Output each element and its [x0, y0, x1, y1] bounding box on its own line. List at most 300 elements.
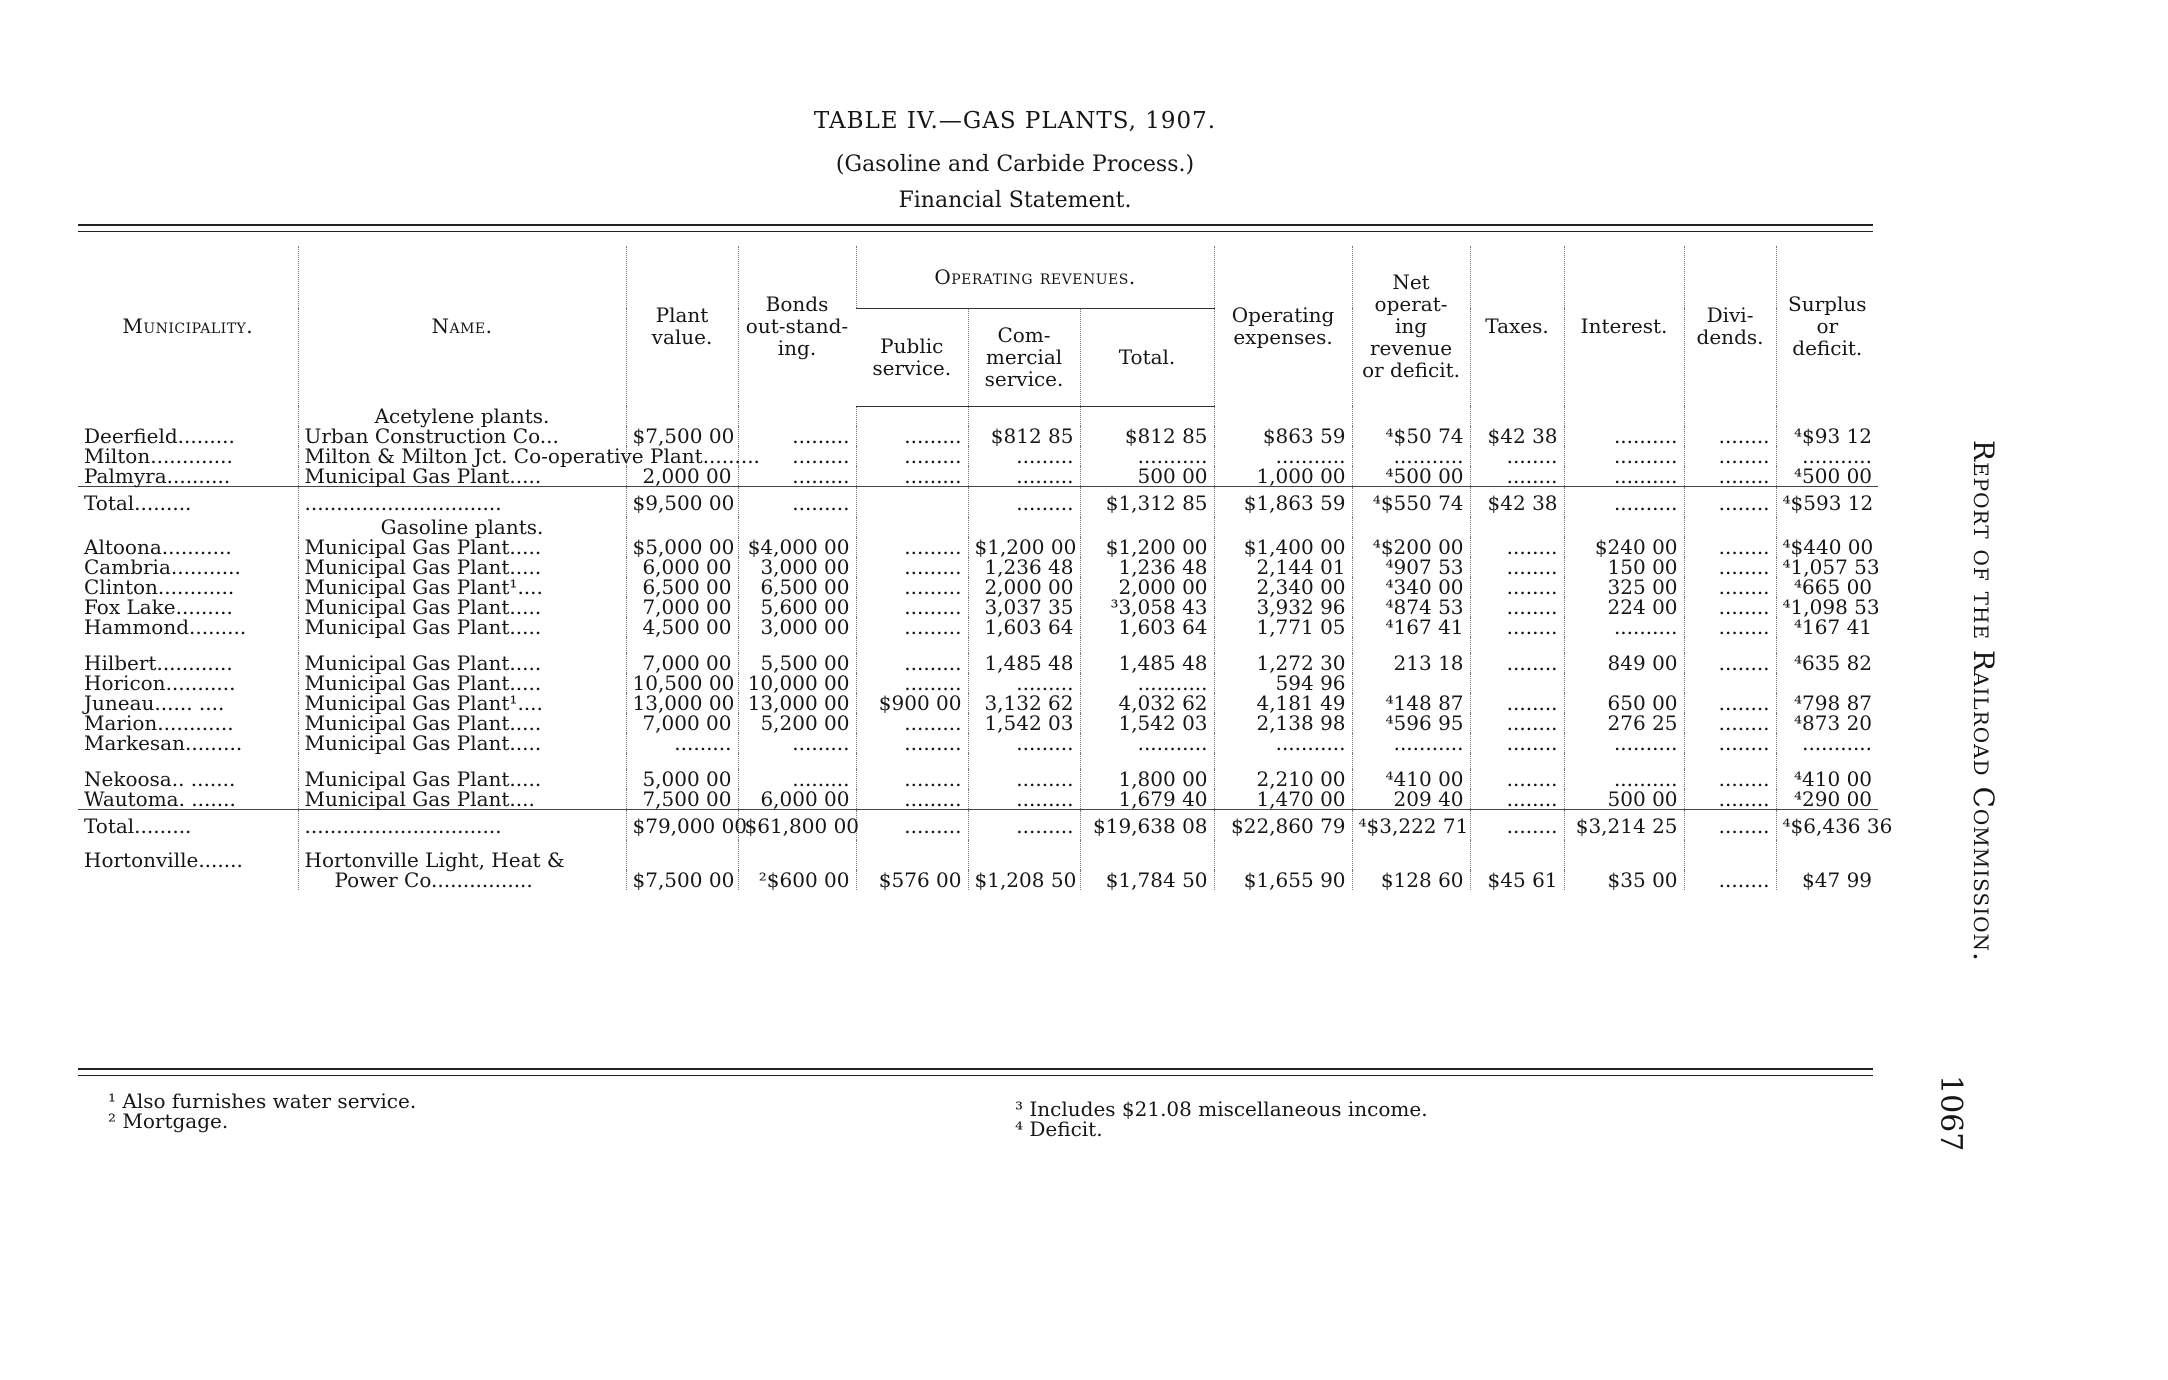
header-bonds: Bonds out-stand-ing.	[738, 246, 856, 406]
commercial-service-cell: $1,208 50	[968, 870, 1080, 890]
bonds-cell: 3,000 00	[738, 557, 856, 577]
table-row	[78, 713, 1878, 733]
interest-cell: 849 00	[1564, 653, 1684, 673]
plant-value-cell: 7,000 00	[626, 597, 738, 617]
operating-expenses-cell: $1,400 00	[1214, 537, 1352, 557]
net-revenue-cell: ⁴$50 74	[1352, 426, 1470, 446]
header-net-revenue: Net operat-ing revenue or deficit.	[1352, 246, 1470, 406]
total-cell: ...........	[1080, 446, 1214, 466]
interest-cell	[1564, 673, 1684, 693]
table-header	[78, 246, 1878, 406]
surplus-cell: ⁴500 00	[1776, 466, 1878, 487]
total-cell: $812 85	[1080, 426, 1214, 446]
header-operating-expenses: Operating expenses.	[1214, 246, 1352, 406]
footnote-2: ² Mortgage.	[108, 1109, 229, 1133]
bonds-cell: 6,500 00	[738, 577, 856, 597]
footnote-3: ³ Includes $21.08 miscellaneous income.	[1015, 1097, 1428, 1121]
operating-expenses-cell: 1,771 05	[1214, 617, 1352, 637]
taxes-cell: ........	[1470, 733, 1564, 753]
net-revenue-cell	[1352, 673, 1470, 693]
public-service-cell: .........	[856, 789, 968, 810]
name-cell: Municipal Gas Plant¹....	[298, 577, 626, 597]
interest-cell: 650 00	[1564, 693, 1684, 713]
top-rule-thin	[78, 231, 1873, 232]
municipality-cell: Hortonville.......	[84, 848, 243, 872]
operating-expenses-cell: 2,138 98	[1214, 713, 1352, 733]
dividends-cell: ........	[1684, 810, 1776, 841]
municipality-cell: Marion............	[84, 711, 234, 735]
operating-expenses-cell: 2,210 00	[1214, 769, 1352, 789]
net-revenue-cell: ⁴907 53	[1352, 557, 1470, 577]
net-revenue-cell: ⁴500 00	[1352, 466, 1470, 487]
taxes-cell: ........	[1470, 466, 1564, 487]
municipality-cell: Deerfield.........	[84, 424, 235, 448]
plant-value-cell: 2,000 00	[626, 466, 738, 487]
section-spacer	[1352, 406, 1470, 426]
section-heading-row	[78, 406, 1878, 426]
taxes-cell: ........	[1470, 446, 1564, 466]
taxes-cell: ........	[1470, 557, 1564, 577]
operating-expenses-cell: $863 59	[1214, 426, 1352, 446]
name-cell: ...............................	[298, 810, 626, 841]
total-cell: 1,800 00	[1080, 769, 1214, 789]
plant-value-cell: 10,500 00	[626, 673, 738, 693]
net-revenue-cell: ⁴$3,222 71	[1352, 810, 1470, 841]
section-spacer	[1470, 517, 1564, 537]
bonds-cell: .........	[738, 487, 856, 518]
bonds-cell: 3,000 00	[738, 617, 856, 637]
section-spacer	[1080, 406, 1214, 426]
taxes-cell: ........	[1470, 653, 1564, 673]
interest-cell: ..........	[1564, 769, 1684, 789]
interest-cell: ..........	[1564, 426, 1684, 446]
commercial-service-cell: .........	[968, 810, 1080, 841]
spacer-cell	[78, 870, 298, 890]
plant-value-cell: 5,000 00	[626, 769, 738, 789]
public-service-cell: .........	[856, 537, 968, 557]
net-revenue-cell: ...........	[1352, 733, 1470, 753]
commercial-service-cell: $1,200 00	[968, 537, 1080, 557]
dividends-cell: ........	[1684, 537, 1776, 557]
section-heading: Gasoline plants.	[298, 517, 626, 537]
commercial-service-cell: .........	[968, 446, 1080, 466]
dividends-cell: ........	[1684, 733, 1776, 753]
surplus-cell: ⁴290 00	[1776, 789, 1878, 810]
taxes-cell: $42 38	[1470, 487, 1564, 518]
section-spacer	[1214, 406, 1352, 426]
total-cell: $1,312 85	[1080, 487, 1214, 518]
header-commercial-service: Com-mercial service.	[968, 308, 1080, 406]
plant-value-cell: $7,500 00	[626, 870, 738, 890]
header-dividends: Divi-dends.	[1684, 246, 1776, 406]
public-service-cell: $576 00	[856, 870, 968, 890]
dividends-cell: ........	[1684, 577, 1776, 597]
header-interest: Interest.	[1564, 246, 1684, 406]
taxes-cell: ........	[1470, 537, 1564, 557]
interest-cell: ..........	[1564, 466, 1684, 487]
table-row	[78, 840, 1878, 870]
municipality-cell: Nekoosa.. .......	[84, 767, 236, 791]
table-row	[78, 426, 1878, 446]
public-service-cell: .........	[856, 577, 968, 597]
public-service-cell: .........	[856, 769, 968, 789]
net-revenue-cell: 209 40	[1352, 789, 1470, 810]
municipality-cell: Total.........	[78, 487, 298, 518]
plant-value-cell: 13,000 00	[626, 693, 738, 713]
total-cell: 1,236 48	[1080, 557, 1214, 577]
operating-expenses-cell: 1,272 30	[1214, 653, 1352, 673]
dividends-cell: ........	[1684, 713, 1776, 733]
net-revenue-cell: ⁴874 53	[1352, 597, 1470, 617]
bonds-cell: $61,800 00	[738, 810, 856, 841]
section-spacer	[1352, 517, 1470, 537]
bonds-cell: 5,500 00	[738, 653, 856, 673]
spacer-cell	[1352, 840, 1470, 870]
municipality-cell: Altoona...........	[84, 535, 232, 559]
interest-cell: $35 00	[1564, 870, 1684, 890]
section-spacer	[856, 406, 968, 426]
net-revenue-cell: ⁴596 95	[1352, 713, 1470, 733]
public-service-cell: .........	[856, 653, 968, 673]
dividends-cell: ........	[1684, 789, 1776, 810]
commercial-service-cell: $812 85	[968, 426, 1080, 446]
name-cell: Municipal Gas Plant.....	[298, 617, 626, 637]
total-cell: 1,603 64	[1080, 617, 1214, 637]
interest-cell: ..........	[1564, 733, 1684, 753]
commercial-service-cell: .........	[968, 487, 1080, 518]
municipality-cell: Horicon...........	[84, 671, 236, 695]
section-heading-row	[78, 517, 1878, 537]
dividends-cell: ........	[1684, 693, 1776, 713]
section-spacer	[1214, 517, 1352, 537]
plant-value-cell: .........	[626, 733, 738, 753]
header-municipality: Municipality.	[122, 314, 254, 338]
name-cell: Milton & Milton Jct. Co-operative Plant.........	[298, 446, 626, 466]
commercial-service-cell: 1,603 64	[968, 617, 1080, 637]
table-row	[78, 617, 1878, 637]
bonds-cell: .........	[738, 466, 856, 487]
interest-cell: 224 00	[1564, 597, 1684, 617]
commercial-service-cell: 1,485 48	[968, 653, 1080, 673]
spacer-cell	[1776, 840, 1878, 870]
operating-expenses-cell: $22,860 79	[1214, 810, 1352, 841]
table-row	[78, 446, 1878, 466]
footnote-1: ¹ Also furnishes water service.	[108, 1089, 417, 1113]
taxes-cell: ........	[1470, 617, 1564, 637]
bonds-cell: 5,200 00	[738, 713, 856, 733]
section-spacer	[968, 517, 1080, 537]
municipality-cell: Hammond.........	[84, 615, 247, 639]
table-row	[78, 597, 1878, 617]
total-cell: 1,485 48	[1080, 653, 1214, 673]
interest-cell: ..........	[1564, 446, 1684, 466]
net-revenue-cell: ...........	[1352, 446, 1470, 466]
operating-expenses-cell: ...........	[1214, 446, 1352, 466]
taxes-cell: ........	[1470, 789, 1564, 810]
surplus-cell: ⁴665 00	[1776, 577, 1878, 597]
commercial-service-cell: .........	[968, 733, 1080, 753]
dividends-cell: ........	[1684, 466, 1776, 487]
operating-expenses-cell: 1,470 00	[1214, 789, 1352, 810]
operating-expenses-cell: 4,181 49	[1214, 693, 1352, 713]
surplus-cell: ⁴1,098 53	[1776, 597, 1878, 617]
spacer-cell	[738, 840, 856, 870]
public-service-cell: .........	[856, 446, 968, 466]
interest-cell: 150 00	[1564, 557, 1684, 577]
name-cell: Municipal Gas Plant.....	[298, 733, 626, 753]
header-taxes: Taxes.	[1470, 246, 1564, 406]
name-cell: Municipal Gas Plant¹....	[298, 693, 626, 713]
public-service-cell: $900 00	[856, 693, 968, 713]
name-cell: Municipal Gas Plant.....	[298, 653, 626, 673]
commercial-service-cell: .........	[968, 769, 1080, 789]
surplus-cell: ⁴798 87	[1776, 693, 1878, 713]
net-revenue-cell: ⁴167 41	[1352, 617, 1470, 637]
taxes-cell: ........	[1470, 577, 1564, 597]
header-operating-revenues: Operating revenues.	[856, 246, 1214, 308]
bonds-cell: $4,000 00	[738, 537, 856, 557]
section-spacer	[738, 517, 856, 537]
municipality-cell: Hilbert............	[84, 651, 233, 675]
name-cell: Municipal Gas Plant.....	[298, 673, 626, 693]
plant-value-cell: 7,500 00	[626, 789, 738, 810]
dividends-cell	[1684, 673, 1776, 693]
municipality-cell: Milton.............	[84, 444, 233, 468]
spacer-cell	[1470, 840, 1564, 870]
plant-value-cell: $79,000 00	[626, 810, 738, 841]
page-number: 1067	[1933, 1075, 1968, 1152]
name-cell: Power Co................	[298, 870, 626, 890]
surplus-cell	[1776, 673, 1878, 693]
bonds-cell: 13,000 00	[738, 693, 856, 713]
commercial-service-cell: .........	[968, 673, 1080, 693]
surplus-cell: ⁴1,057 53	[1776, 557, 1878, 577]
total-cell: 500 00	[1080, 466, 1214, 487]
section-spacer	[1470, 406, 1564, 426]
surplus-cell: ⁴410 00	[1776, 769, 1878, 789]
plant-value-cell: 6,500 00	[626, 577, 738, 597]
interest-cell: $240 00	[1564, 537, 1684, 557]
dividends-cell: ........	[1684, 597, 1776, 617]
plant-value-cell: $5,000 00	[626, 537, 738, 557]
header-plant-value: Plant value.	[626, 246, 738, 406]
spacer-cell	[1684, 840, 1776, 870]
operating-expenses-cell: ...........	[1214, 733, 1352, 753]
header-public-service: Public service.	[856, 308, 968, 406]
net-revenue-cell: ⁴410 00	[1352, 769, 1470, 789]
spacer-cell	[626, 840, 738, 870]
section-spacer	[856, 517, 968, 537]
surplus-cell: ⁴167 41	[1776, 617, 1878, 637]
taxes-cell: ........	[1470, 597, 1564, 617]
surplus-cell: ⁴$593 12	[1776, 487, 1878, 518]
bonds-cell: .........	[738, 769, 856, 789]
interest-cell: ..........	[1564, 617, 1684, 637]
public-service-cell: .........	[856, 426, 968, 446]
dividends-cell: ........	[1684, 617, 1776, 637]
plant-value-cell: 7,000 00	[626, 653, 738, 673]
dividends-cell: ........	[1684, 653, 1776, 673]
taxes-cell: $42 38	[1470, 426, 1564, 446]
plant-value-cell: 7,000 00	[626, 713, 738, 733]
total-cell: 4,032 62	[1080, 693, 1214, 713]
bonds-cell: 6,000 00	[738, 789, 856, 810]
total-cell: $19,638 08	[1080, 810, 1214, 841]
spacer-cell	[968, 840, 1080, 870]
total-cell: $1,784 50	[1080, 870, 1214, 890]
dividends-cell: ........	[1684, 487, 1776, 518]
taxes-cell: ........	[1470, 693, 1564, 713]
commercial-service-cell: 2,000 00	[968, 577, 1080, 597]
table-title: TABLE IV.—GAS PLANTS, 1907.	[813, 108, 1217, 134]
taxes-cell: ........	[1470, 769, 1564, 789]
table-row	[78, 673, 1878, 693]
name-cell: Municipal Gas Plant.....	[298, 466, 626, 487]
section-spacer	[1564, 517, 1684, 537]
section-spacer	[738, 406, 856, 426]
operating-expenses-cell: 2,144 01	[1214, 557, 1352, 577]
municipality-cell: Markesan.........	[84, 731, 243, 755]
surplus-cell: ...........	[1776, 733, 1878, 753]
name-cell: ...............................	[298, 487, 626, 518]
total-cell: ...........	[1080, 733, 1214, 753]
section-spacer	[1684, 406, 1776, 426]
plant-value-cell: 6,000 00	[626, 557, 738, 577]
table-row	[78, 653, 1878, 673]
total-cell: $1,200 00	[1080, 537, 1214, 557]
total-cell: 1,679 40	[1080, 789, 1214, 810]
commercial-service-cell: .........	[968, 789, 1080, 810]
header-surplus: Surplus or deficit.	[1776, 246, 1878, 406]
dividends-cell: ........	[1684, 446, 1776, 466]
table-body	[78, 404, 1893, 892]
operating-expenses-cell: 2,340 00	[1214, 577, 1352, 597]
public-service-cell: .........	[856, 673, 968, 693]
plant-value-cell: $9,500 00	[626, 487, 738, 518]
operating-expenses-cell: $1,655 90	[1214, 870, 1352, 890]
surplus-cell: ⁴$93 12	[1776, 426, 1878, 446]
footnote-4: ⁴ Deficit.	[1015, 1117, 1103, 1141]
dividends-cell: ........	[1684, 769, 1776, 789]
surplus-cell: ⁴635 82	[1776, 653, 1878, 673]
dividends-cell: ........	[1684, 426, 1776, 446]
municipality-cell: Palmyra..........	[84, 464, 231, 488]
total-cell: 2,000 00	[1080, 577, 1214, 597]
section-spacer	[1776, 406, 1878, 426]
name-cell: Municipal Gas Plant.....	[298, 713, 626, 733]
table-row	[78, 870, 1878, 890]
interest-cell: ..........	[1564, 487, 1684, 518]
commercial-service-cell: 1,542 03	[968, 713, 1080, 733]
total-row	[78, 810, 1878, 841]
municipality-cell: Total.........	[78, 810, 298, 841]
public-service-cell: .........	[856, 713, 968, 733]
section-spacer	[968, 406, 1080, 426]
net-revenue-cell: $128 60	[1352, 870, 1470, 890]
public-service-cell: .........	[856, 810, 968, 841]
municipality-cell: Fox Lake.........	[84, 595, 233, 619]
running-head: Report of the Railroad Commission.	[1967, 440, 2000, 962]
surplus-cell: ⁴$440 00	[1776, 537, 1878, 557]
dividends-cell: ........	[1684, 870, 1776, 890]
interest-cell: 276 25	[1564, 713, 1684, 733]
total-row	[78, 487, 1878, 518]
section-spacer	[1684, 517, 1776, 537]
spacer-cell	[1080, 840, 1214, 870]
bonds-cell: .........	[738, 446, 856, 466]
name-cell: Municipal Gas Plant.....	[298, 557, 626, 577]
bottom-rule	[78, 1068, 1873, 1070]
table-caption: Financial Statement.	[898, 188, 1132, 213]
taxes-cell	[1470, 673, 1564, 693]
bonds-cell: ²$600 00	[738, 870, 856, 890]
public-service-cell: .........	[856, 617, 968, 637]
operating-expenses-cell: $1,863 59	[1214, 487, 1352, 518]
spacer-cell	[1214, 840, 1352, 870]
bonds-cell: .........	[738, 733, 856, 753]
taxes-cell: ........	[1470, 713, 1564, 733]
net-revenue-cell: 213 18	[1352, 653, 1470, 673]
net-revenue-cell: ⁴148 87	[1352, 693, 1470, 713]
net-revenue-cell: ⁴340 00	[1352, 577, 1470, 597]
section-heading: Acetylene plants.	[298, 406, 626, 426]
commercial-service-cell: 3,037 35	[968, 597, 1080, 617]
taxes-cell: ........	[1470, 810, 1564, 841]
header-total: Total.	[1080, 308, 1214, 406]
section-spacer	[1080, 517, 1214, 537]
financial-table	[78, 246, 1893, 892]
bonds-cell: 5,600 00	[738, 597, 856, 617]
taxes-cell: $45 61	[1470, 870, 1564, 890]
name-cell: Hortonville Light, Heat &	[298, 840, 626, 870]
section-spacer	[626, 517, 738, 537]
table-row	[78, 557, 1878, 577]
bottom-rule-thin	[78, 1075, 1873, 1076]
surplus-cell: $47 99	[1776, 870, 1878, 890]
public-service-cell: .........	[856, 733, 968, 753]
interest-cell: 325 00	[1564, 577, 1684, 597]
table-row	[78, 789, 1878, 810]
top-rule	[78, 224, 1873, 226]
municipality-cell: Juneau...... ....	[84, 691, 225, 715]
operating-expenses-cell: 3,932 96	[1214, 597, 1352, 617]
total-cell: ³3,058 43	[1080, 597, 1214, 617]
surplus-cell: ⁴873 20	[1776, 713, 1878, 733]
plant-value-cell: 4,500 00	[626, 617, 738, 637]
name-cell: Urban Construction Co...	[298, 426, 626, 446]
spacer-cell	[1564, 840, 1684, 870]
operating-expenses-cell: 1,000 00	[1214, 466, 1352, 487]
municipality-cell: Wautoma. .......	[84, 787, 236, 811]
table-row	[78, 466, 1878, 487]
operating-expenses-cell: 594 96	[1214, 673, 1352, 693]
total-cell: ...........	[1080, 673, 1214, 693]
municipality-cell: Clinton............	[84, 575, 235, 599]
table-row	[78, 537, 1878, 557]
commercial-service-cell: .........	[968, 466, 1080, 487]
public-service-cell: .........	[856, 597, 968, 617]
header-name: Name.	[298, 246, 626, 406]
interest-cell: 500 00	[1564, 789, 1684, 810]
bonds-cell: .........	[738, 426, 856, 446]
public-service-cell: .........	[856, 466, 968, 487]
public-service-cell	[856, 487, 968, 518]
section-spacer	[78, 406, 298, 426]
commercial-service-cell: 1,236 48	[968, 557, 1080, 577]
municipality-cell: Cambria...........	[84, 555, 241, 579]
section-spacer	[78, 517, 298, 537]
dividends-cell: ........	[1684, 557, 1776, 577]
